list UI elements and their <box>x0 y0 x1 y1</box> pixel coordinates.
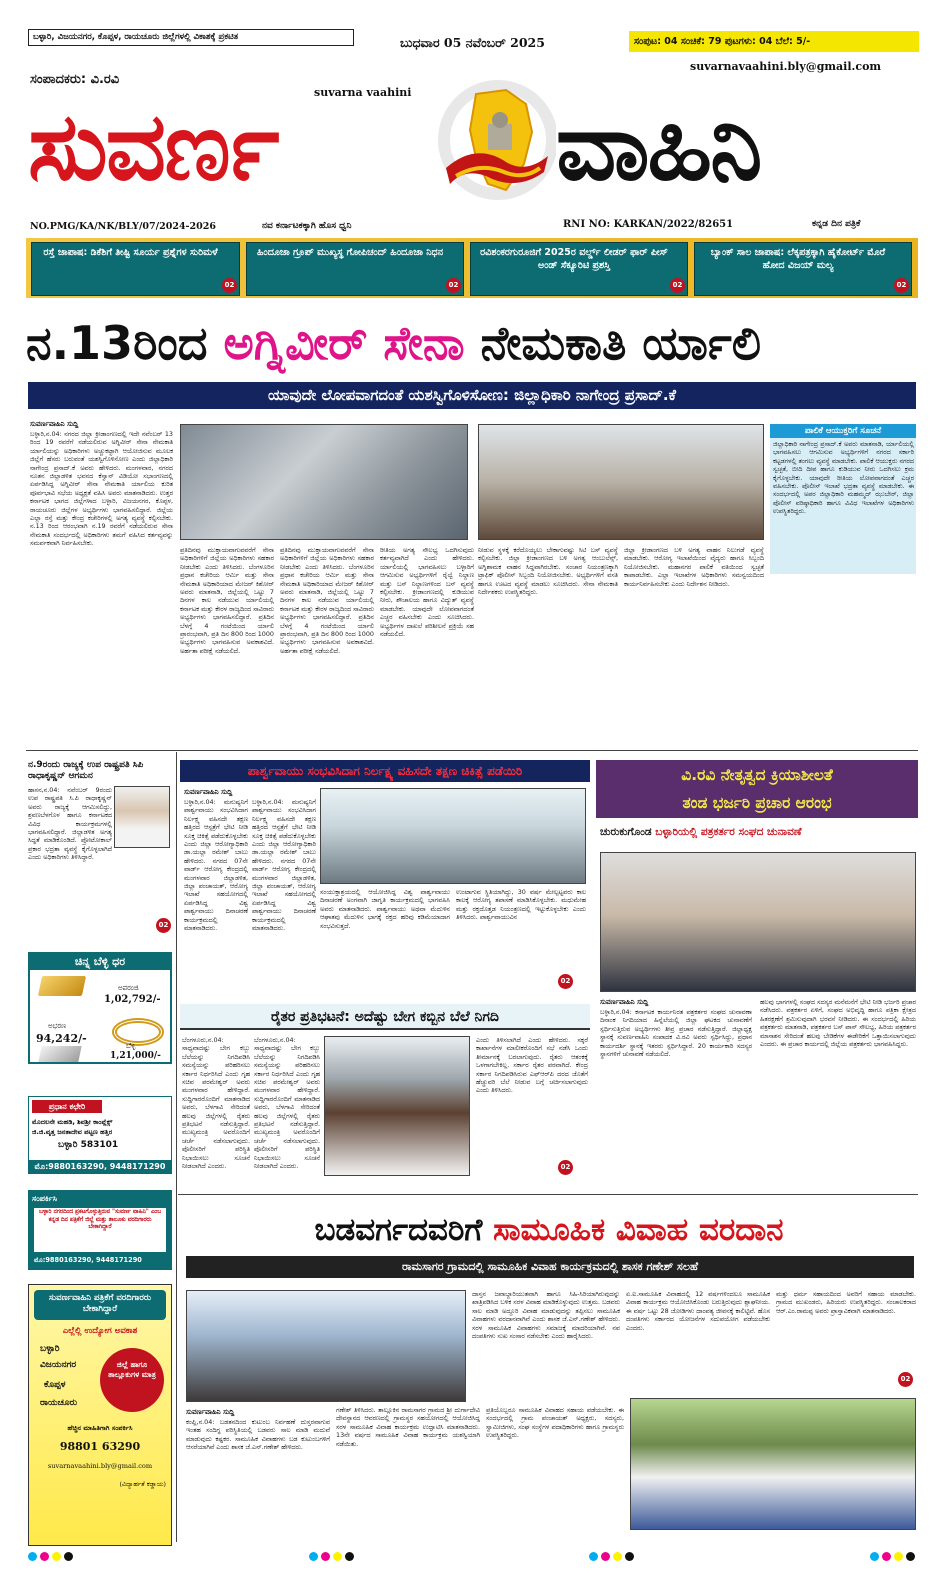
title-right: ವಾಹಿನಿ <box>556 93 761 202</box>
marriage-byline: ಸುವರ್ಣವಾಹಿನಿ ಸುದ್ದಿ <box>186 1408 235 1416</box>
office-title: ಪ್ರಧಾನ ಕಛೇರಿ <box>32 1100 102 1113</box>
page-ref-badge: 02 <box>558 1160 573 1175</box>
farmers-story-col-3: ಎಂದು ತಿಳಿಸಲಾಗಿದೆ ಎಂದು ಹೇಳಿದರು. ಸಕ್ಕರೆ ಕಾರ್ಖಾನೆಗಳ ಮಾಲೀಕರೊಂದಿಗೆ ಸಭೆ ನಡೆಸಿ ಒಂದು ತೀರ್ಮಾನಕ್ಕೆ ಬರಲಾಗುವುದು. ರೈತರು ಆತಂಕಕ್ಕೆ ಒಳಗಾಗಬೇಕಿಲ್ಲ. ಸರ್ಕಾರ ರೈತರ ಪರವಾಗಿದೆ. ಕೇಂದ್ರ ಸರ್ಕಾರ ನಿಗದಿಪಡಿಸಿರುವ ಎಫ್ಆರ್‌ಪಿ ದರದ ಜೊತೆಗೆ ಹೆಚ್ಚುವರಿ ಬೆಲೆ ನೀಡುವ ಬಗ್ಗೆ ಚರ್ಚಿಸಲಾಗುವುದು ಎಂದು ತಿಳಿಸಿದರು. <box>476 1036 588 1095</box>
office-address-1: ಮೊದಲನೇ ಮಹಡಿ, ಶಿವಶ್ರೀ ಕಾಂಪ್ಲೆಕ್ಸ್ <box>32 1118 113 1126</box>
marriage-col-5: ಗಣೇಶ್ ತಿಳಿಸಿದರು. ತಾಲ್ಲೂಕಿನ ರಾಮಸಾಗರ ಗ್ರಾಮದ ಶ್ರೀ ದುರ್ಗಾದೇವಿ ದೇವಸ್ಥಾನದ ಆವರಣದಲ್ಲಿ ಗ್ರಾಮಸ್ಥರ ಸಹಯೋಗದಲ್ಲಿ ಆಯೋಜಿಸಿದ್ದ ಸರಳ ಸಾಮೂಹಿಕ ವಿವಾಹ ಕಾರ್ಯಕ್ರಮ ಉದ್ಘಾಟಿಸಿ ಮಾತನಾಡಿದರು. 13ನೇ ವರ್ಷದ ಸಾಮೂಹಿಕ ವಿವಾಹ ಕಾರ್ಯಕ್ರಮ ಯಶಸ್ವಿಯಾಗಿ ನಡೆಯಿತು. <box>336 1406 480 1448</box>
page-ref-badge: 02 <box>898 1372 913 1387</box>
paper-type: ಕನ್ನಡ ದಿನ ಪತ್ರಿಕೆ <box>812 219 861 229</box>
reg-number: NO.PMG/KA/NK/BLY/07/2024-2026 <box>30 221 216 232</box>
lead-headline <box>26 308 918 378</box>
marriage-col-6: ಪ್ರತಿಯೊಬ್ಬರೂ ಸಾಮೂಹಿಕ ವಿವಾಹದ ಸಹಾಯ ಪಡೆಯಬೇಕು. ಈ ಸಂದರ್ಭದಲ್ಲಿ ಗ್ರಾಮ ಪಂಚಾಯತ್ ಅಧ್ಯಕ್ಷರು, ಸದಸ್ಯರು, ಸ್ವಾಮೀಜಿಗಳು, ಸಂಘ ಸಂಸ್ಥೆಗಳ ಪದಾಧಿಕಾರಿಗಳು ಹಾಗೂ ಗ್ರಾಮಸ್ಥರು ಉಪಸ್ಥಿತರಿದ್ದರು. <box>486 1406 624 1440</box>
district-label: ವಿಜಯನಗರ <box>40 1360 77 1370</box>
marriage-couples-photo <box>630 1398 916 1530</box>
teaser-item[interactable]: ರವಿಶಂಕರಗುರೂಜಿಗೆ 2025ರ ವರ್ಲ್ಡ್ ಲೀಡರ್ ಫಾರ್ ಪೀಸ್ ಅಂಡ್ ಸೆಕ್ಯೂರಿಟಿ ಪ್ರಶಸ್ತಿ 02 <box>470 242 688 296</box>
farmers-story-title: ರೈತರ ಪ್ರತಿಭಟನೆ: ಅದೆಷ್ಟು ಬೇಗ ಕಬ್ಬಿನ ಬೆಲೆ ನಿಗದಿ <box>180 1004 590 1030</box>
contact-phone[interactable]: ಮೊ:9880163290, 9448171290 <box>34 1256 142 1264</box>
gold-22k-price: 94,242/- <box>36 1032 87 1045</box>
gold-rate-title: ಚಿನ್ನ ಬೆಳ್ಳಿ ಧರ <box>30 954 170 970</box>
gold-22k-label: ಅಭರಣ <box>48 1022 67 1030</box>
marriage-col-2: ಏ.ಐ.ಸಾಮೂಹಿಕ ವಿವಾಹದಲ್ಲಿ 12 ವರ್ಷಗಳಿಂದಲೂ ಸಾಮೂಹಿಕ ವಿವಾಹ ಕಾರ್ಯಕ್ರಮ ಆಯೋಜಿಸಿಕೊಂಡು ಬರುತ್ತಿರುವುದು ಶ್ಲಾಘನೀಯ. ಈ ವರ್ಷ ಒಟ್ಟು 28 ಜೋಡಿಗಳು ದಾಂಪತ್ಯ ಜೀವನಕ್ಕೆ ಕಾಲಿಟ್ಟಿವೆ. ಹೊಸ ದಂಪತಿಗಳು ಸರ್ಕಾರದ ಯೋಜನೆಗಳ ಸದುಪಯೋಗ ಪಡೆಯಬೇಕು ಎಂದರು. <box>626 1290 770 1332</box>
title-left: ಸುವರ್ಣ <box>28 93 278 202</box>
marriage-stage-photo <box>186 1290 466 1402</box>
cmyk-swatch <box>309 1552 357 1564</box>
marriage-headline <box>180 1206 918 1254</box>
reporters-email[interactable]: suvarnavaahini.bly@gmail.com <box>47 1462 153 1470</box>
health-event-photo <box>320 788 586 884</box>
vp-story-title: ನ.9ರಂದು ರಾಜ್ಯಕ್ಕೆ ಉಪ ರಾಷ್ಟ್ರಪತಿ ಸಿಪಿ ರಾಧಾಕೃಷ್ಣನ್ ಆಗಮನ <box>28 760 144 781</box>
reporters-circle: ಜಿಲ್ಲೆ ಹಾಗೂ ತಾಲ್ಲೂಕುಗಳ ಮಾತ್ರ <box>100 1348 164 1412</box>
lead-col-2: ಪ್ರತಿದಿನವು ಮುಕ್ತಾಯವಾಗುವವರೆಗೆ ಸೇನಾ ಅಧಿಕಾರಿಗಳಿಗೆ ಜಿಲ್ಲೆಯ ಅಧಿಕಾರಿಗಳು ಸಹಕಾರ ನೀಡಬೇಕು ಎಂದು ತಿಳಿಸಿದರು. ಬೆಂಗಳೂರಿನ ಪ್ರಧಾನ ಕಚೇರಿಯ ಆರ್ಮಿ ಮತ್ತು ಸೇನಾ ನೇಮಕಾತಿ ಅಧಿಕಾರಿಯಾದ ಮೇಜರ್ ಕಿಶೋರ್ ಅವರು ಮಾತನಾಡಿ, ಜಿಲ್ಲೆಯಲ್ಲಿ ಒಟ್ಟು 7 ದಿನಗಳ ಕಾಲ ನಡೆಯುವ ರ್ಯಾಲಿಯಲ್ಲಿ ಕರ್ನಾಟಕ ಮತ್ತು ಕೇರಳ ರಾಜ್ಯದಿಂದ ಸಾವಿರಾರು ಅಭ್ಯರ್ಥಿಗಳು ಭಾಗವಹಿಸಲಿದ್ದಾರೆ. ಪ್ರತಿದಿನ ಬೆಳಗ್ಗೆ 4 ಗಂಟೆಯಿಂದ ರ್ಯಾಲಿ ಪ್ರಾರಂಭವಾಗಿ, ಪ್ರತಿ ದಿನ 800 ರಿಂದ 1000 ಅಭ್ಯರ್ಥಿಗಳು ಭಾಗವಹಿಸುವ ಅವಕಾಶವಿದೆ. ಅರ್ಹತಾ ಪರೀಕ್ಷೆ ನಡೆಯಲಿದೆ. <box>180 546 274 655</box>
marriage-subhead: ರಾಮಸಾಗರ ಗ್ರಾಮದಲ್ಲಿ ಸಾಮೂಹಿಕ ವಿವಾಹ ಕಾರ್ಯಕ್ರಮದಲ್ಲಿ ಶಾಸಕ ಗಣೇಶ್ ಸಲಹೆ <box>186 1256 914 1278</box>
office-address-2: ಜಿ.ಜಿ.ವೃತ್ತ ಜನತಾದೇವ ಪಟ್ಟಣ ಹತ್ತಿರ <box>32 1128 113 1136</box>
page-ref-badge: 02 <box>446 278 461 293</box>
lead-col-3: ಪ್ರತಿದಿನವು ಮುಕ್ತಾಯವಾಗುವವರೆಗೆ ಸೇನಾ ಅಧಿಕಾರಿಗಳಿಗೆ ಜಿಲ್ಲೆಯ ಅಧಿಕಾರಿಗಳು ಸಹಕಾರ ನೀಡಬೇಕು ಎಂದು ತಿಳಿಸಿದರು. ಬೆಂಗಳೂರಿನ ಪ್ರಧಾನ ಕಚೇರಿಯ ಆರ್ಮಿ ಮತ್ತು ಸೇನಾ ನೇಮಕಾತಿ ಅಧಿಕಾರಿಯಾದ ಮೇಜರ್ ಕಿಶೋರ್ ಅವರು ಮಾತನಾಡಿ, ಜಿಲ್ಲೆಯಲ್ಲಿ ಒಟ್ಟು 7 ದಿನಗಳ ಕಾಲ ನಡೆಯುವ ರ್ಯಾಲಿಯಲ್ಲಿ ಕರ್ನಾಟಕ ಮತ್ತು ಕೇರಳ ರಾಜ್ಯದಿಂದ ಸಾವಿರಾರು ಅಭ್ಯರ್ಥಿಗಳು ಭಾಗವಹಿಸಲಿದ್ದಾರೆ. ಪ್ರತಿದಿನ ಬೆಳಗ್ಗೆ 4 ಗಂಟೆಯಿಂದ ರ್ಯಾಲಿ ಪ್ರಾರಂಭವಾಗಿ, ಪ್ರತಿ ದಿನ 800 ರಿಂದ 1000 ಅಭ್ಯರ್ಥಿಗಳು ಭಾಗವಹಿಸುವ ಅವಕಾಶವಿದೆ. ಅರ್ಹತಾ ಪರೀಕ್ಷೆ ನಡೆಯಲಿದೆ. <box>280 546 374 655</box>
page-ref-badge: 02 <box>894 278 909 293</box>
reporters-contact-label: ಹೆಚ್ಚಿನ ಮಾಹಿತಿಗಾಗಿ ಸಂಪರ್ಕಿಸಿ <box>67 1424 133 1432</box>
lead-headline-highlight: ಅಗ್ನಿವೀರ್ ಸೇನಾ <box>223 316 465 370</box>
district-label: ಕೊಪ್ಪಳ <box>44 1380 66 1390</box>
stroke-story-col-3: ಸಂಯುಕ್ತಾಶ್ರಯದಲ್ಲಿ ಆಯೋಜಿಸಿದ್ದ ವಿಶ್ವ ಪಾರ್ಶ್ವವಾಯು ದಿನಾಚರಣೆ ಅಂಗವಾಗಿ ಜಾಗೃತಿ ಕಾರ್ಯಕ್ರಮದಲ್ಲಿ ಭಾಗವಹಿಸಿ ಅವರು ಮಾತನಾಡಿದರು. ಪಾರ್ಶ್ವವಾಯು ಅಥವಾ ಮೆದುಳಿನ ಆಘಾತವು ಮೆದುಳಿನ ಭಾಗಕ್ಕೆ ರಕ್ತದ ಹರಿವು ಕಡಿಮೆಯಾದಾಗ ಸಂಭವಿಸುತ್ತದೆ. <box>320 888 450 930</box>
karnataka-map-emblem <box>436 72 556 212</box>
contact-title: ಸಂಪರ್ಕಿಸಿ <box>32 1194 58 1203</box>
teaser-item[interactable]: ಹಿಂದೂಜಾ ಗ್ರೂಪ್ ಮುಖ್ಯಸ್ಥ ಗೋಪಿಚಂದ್ ಹಿಂದೂಜಾ ನಿಧನ 02 <box>246 242 464 296</box>
ravi-subhead-highlight: ಬಳ್ಳಾರಿಯಲ್ಲಿ ಪತ್ರಕರ್ತರ ಸಂಘದ ಚುನಾವಣೆ <box>655 826 802 838</box>
page-ref-badge: 02 <box>670 278 685 293</box>
farmers-story-col-1: ಬೆಂಗಳೂರು,ನ.04: ಸಾಧ್ಯವಾದಷ್ಟು ಬೇಗ ಕಬ್ಬು ಬೆಲೆಯನ್ನು ನಿಗದಿಪಡಿಸಿ ಸಮಸ್ಯೆಯನ್ನು ಪರಿಹರಿಸಲು ಸರ್ಕಾರ ನಿರ್ಧರಿಸಿದೆ ಎಂದು ಗೃಹ ಸಚಿವ ಪರಮೇಶ್ವರ್ ಅವರು ಮಂಗಳವಾರ ಹೇಳಿದ್ದಾರೆ. ಸುದ್ದಿಗಾರರೊಂದಿಗೆ ಮಾತನಾಡಿದ ಅವರು, ಬೆಳಗಾವಿ ಸೇರಿದಂತೆ ಹಲವು ಜಿಲ್ಲೆಗಳಲ್ಲಿ ರೈತರು ಪ್ರತಿಭಟನೆ ನಡೆಸುತ್ತಿದ್ದಾರೆ. ಮುಖ್ಯಮಂತ್ರಿ ಅವರೊಂದಿಗೆ ಚರ್ಚೆ ನಡೆಸಲಾಗುವುದು. ಪೊಲೀಸರಿಗೆ ಪರಿಸ್ಥಿತಿ ನಿಭಾಯಿಸಲು ಸೂಚನೆ ನೀಡಲಾಗಿದೆ ಎಂದರು. <box>182 1036 250 1171</box>
office-phone[interactable]: ಮೊ:9880163290, 9448171290 <box>28 1160 172 1174</box>
notice-text: ಜಿಲ್ಲಾಧಿಕಾರಿ ನಾಗೇಂದ್ರ ಪ್ರಸಾದ್.ಕೆ ಅವರು ಮಾತನಾಡಿ, ರ್ಯಾಲಿಯಲ್ಲಿ ಭಾಗವಹಿಸಲು ಆಗಮಿಸುವ ಅಭ್ಯರ್ಥಿಗಳಿಗೆ ನಗರದ ಸರ್ಕಾರಿ ಕಟ್ಟಡಗಳಲ್ಲಿ ತಂಗಲು ವ್ಯವಸ್ಥೆ ಮಾಡಬೇಕು. ಪಾಲಿಕೆ ಆಯುಕ್ತರು ನಗರದ ಸ್ವಚ್ಛತೆ, ಬೀದಿ ದೀಪ ಹಾಗೂ ಕುಡಿಯುವ ನೀರು ಒದಗಿಸಲು ಕ್ರಮ ಕೈಗೊಳ್ಳಬೇಕು. ಯಾವುದೇ ರೀತಿಯ ಲೋಪವಾಗದಂತೆ ಎಚ್ಚರ ವಹಿಸಬೇಕು. ಪೊಲೀಸ್ ಇಲಾಖೆ ಭದ್ರತಾ ವ್ಯವಸ್ಥೆ ಮಾಡಬೇಕು. ಈ ಸಂದರ್ಭದಲ್ಲಿ ಅಪರ ಜಿಲ್ಲಾಧಿಕಾರಿ ಮಹಮ್ಮದ್ ಝುಬೇರ್, ಜಿಲ್ಲಾ ಪೊಲೀಸ್ ವರಿಷ್ಠಾಧಿಕಾರಿ ಹಾಗೂ ವಿವಿಧ ಇಲಾಖೆಗಳ ಅಧಿಕಾರಿಗಳು ಉಪಸ್ಥಿತರಿದ್ದರು. <box>773 440 914 516</box>
cmyk-swatch <box>589 1552 637 1564</box>
stroke-story-title: ಪಾರ್ಶ್ವವಾಯು ಸಂಭವಿಸಿದಾಗ ನಿರ್ಲಕ್ಷ್ಯ ವಹಿಸದೇ ತಕ್ಷಣ ಚಿಕಿತ್ಸೆ ಪಡೆಯಿರಿ <box>180 760 590 782</box>
brand-latin: suvarna vaahini <box>314 86 412 99</box>
stroke-story-col-4: ಉಂಟಾಗುವ ಸ್ಥಿತಿಯಾಗಿದ್ದು, 30 ವರ್ಷ ಮೇಲ್ಪಟ್ಟವರು ಕಾಲ ಕಾಲಕ್ಕೆ ಆರೋಗ್ಯ ತಪಾಸಣೆ ಮಾಡಿಸಿಕೊಳ್ಳಬೇಕು. ಮಧುಮೇಹ ಮತ್ತು ರಕ್ತದೊತ್ತಡ ನಿಯಂತ್ರಣದಲ್ಲಿ ಇಟ್ಟುಕೊಳ್ಳಬೇಕು ಎಂದು ತಿಳಿಸಿದರು. ಪಾರ್ಶ್ವವಾಯುವಿನ <box>456 888 586 922</box>
officials-photo <box>478 424 764 540</box>
journalists-group-photo <box>600 852 916 992</box>
editor-line: ಸಂಪಾದಕರು: ವಿ.ರವಿ <box>30 72 120 87</box>
ravi-story-byline: ಸುವರ್ಣವಾಹಿನಿ ಸುದ್ದಿ <box>600 998 649 1006</box>
stroke-story-byline: ಸುವರ್ಣವಾಹಿನಿ ಸುದ್ದಿ <box>184 788 233 796</box>
farmers-story-col-2: ಬೆಂಗಳೂರು,ನ.04: ಸಾಧ್ಯವಾದಷ್ಟು ಬೇಗ ಕಬ್ಬು ಬೆಲೆಯನ್ನು ನಿಗದಿಪಡಿಸಿ ಸಮಸ್ಯೆಯನ್ನು ಪರಿಹರಿಸಲು ಸರ್ಕಾರ ನಿರ್ಧರಿಸಿದೆ ಎಂದು ಗೃಹ ಸಚಿವ ಪರಮೇಶ್ವರ್ ಅವರು ಮಂಗಳವಾರ ಹೇಳಿದ್ದಾರೆ. ಸುದ್ದಿಗಾರರೊಂದಿಗೆ ಮಾತನಾಡಿದ ಅವರು, ಬೆಳಗಾವಿ ಸೇರಿದಂತೆ ಹಲವು ಜಿಲ್ಲೆಗಳಲ್ಲಿ ರೈತರು ಪ್ರತಿಭಟನೆ ನಡೆಸುತ್ತಿದ್ದಾರೆ. ಮುಖ್ಯಮಂತ್ರಿ ಅವರೊಂದಿಗೆ ಚರ್ಚೆ ನಡೆಸಲಾಗುವುದು. ಪೊಲೀಸರಿಗೆ ಪರಿಸ್ಥಿತಿ ನಿಭಾಯಿಸಲು ಸೂಚನೆ ನೀಡಲಾಗಿದೆ ಎಂದರು. <box>254 1036 320 1171</box>
ravi-story-subhead <box>600 826 916 839</box>
reporters-ad-sub: ಎಲ್ಲೆಲ್ಲಿ ಉದ್ಯೋಗ ಅವಕಾಶ <box>62 1326 138 1336</box>
silver-label: ಬೆಳ್ಳಿ <box>126 1042 136 1050</box>
page-ref-badge: 02 <box>222 278 237 293</box>
reporters-ad-title: ಸುವರ್ಣವಾಹಿನಿ ಪತ್ರಿಕೆಗೆ ವರದಿಗಾರರು ಬೇಕಾಗಿದ್ದಾರೆ <box>34 1290 166 1320</box>
teaser-item[interactable]: ರಸ್ತೆ ಜಾಪಾಷ: ಡಿಕೆಶಿಗೆ ತೀಷ್ಟಿ ಸೂರ್ಯ ಪ್ರಶ್ನೆಗಳ ಸುರಿಮಳೆ 02 <box>31 242 240 296</box>
region-line: ಬಳ್ಳಾರಿ, ವಿಜಯನಗರ, ಕೊಪ್ಪಳ, ರಾಯಚೂರು ಜಿಲ್ಲೆಗಳಲ್ಲಿ ವಿಕಾಶಕ್ಕೆ ಪ್ರಕಟಿತ <box>28 29 354 46</box>
notice-title: ಪಾಲಿಕೆ ಆಯುಕ್ತರಿಗೆ ಸೂಚನೆ <box>770 424 916 438</box>
lead-col-4: ರೀತಿಯ ಅಗತ್ಯ ಸೌಲಭ್ಯ ಒದಗಿಸುವುದು ಕರ್ತವ್ಯವಾಗಿದೆ ಎಂದು ಹೇಳಿದರು. ರ್ಯಾಲಿಯಲ್ಲಿ ಭಾಗವಹಿಸಲು ಬಳ್ಳಾರಿಗೆ ಆಗಮಿಸುವ ಅಭ್ಯರ್ಥಿಗಳಿಗೆ ರೈಲ್ವೆ ನಿಲ್ದಾಣ ಮತ್ತು ಬಸ್ ನಿಲ್ದಾಣಗಳಿಂದ ಬಸ್ ವ್ಯವಸ್ಥೆ ಕಲ್ಪಿಸಬೇಕು. ಕ್ರೀಡಾಂಗಣದಲ್ಲಿ ಕುಡಿಯುವ ನೀರು, ಶೌಚಾಲಯ ಹಾಗೂ ವಿದ್ಯುತ್ ವ್ಯವಸ್ಥೆ ಮಾಡಬೇಕು. ಯಾವುದೇ ಲೋಪವಾಗದಂತೆ ಎಚ್ಚರ ವಹಿಸಬೇಕು ಎಂದು ಸೂಚಿಸಿದರು. ಅಭ್ಯರ್ಥಿಗಳ ದಾಖಲೆ ಪರಿಶೀಲನೆ ಪ್ರಕ್ರಿಯೆ ಸಹ ನಡೆಯಲಿದೆ. <box>380 546 474 639</box>
section-divider <box>178 1194 918 1195</box>
vp-portrait <box>114 786 170 848</box>
page-ref-badge: 02 <box>156 918 171 933</box>
lead-headline-part: ನ.13ರಿಂದ <box>26 316 208 370</box>
page-ref-badge: 02 <box>558 974 573 989</box>
lead-col-6: ಜಿಲ್ಲಾ ಕ್ರೀಡಾಂಗಣದ ಬಳಿ ಅಗತ್ಯ ವಾಹನ ನಿಲುಗಡೆ ವ್ಯವಸ್ಥೆ ಮಾಡಬೇಕು. ಆರೋಗ್ಯ ಇಲಾಖೆಯಿಂದ ವೈದ್ಯರು ಹಾಗೂ ಸಿಬ್ಬಂದಿ ನಿಯೋಜಿಸಬೇಕು. ಮಹಾನಗರ ಪಾಲಿಕೆ ವತಿಯಿಂದ ಸ್ವಚ್ಛತೆ ಕಾಪಾಡಬೇಕು. ಎಲ್ಲಾ ಇಲಾಖೆಗಳ ಅಧಿಕಾರಿಗಳು ಸಮನ್ವಯದಿಂದ ಕಾರ್ಯನಿರ್ವಹಿಸಬೇಕು ಎಂದು ನಿರ್ದೇಶನ ನೀಡಿದರು. <box>624 546 764 588</box>
district-label: ರಾಯಚೂರು <box>40 1398 78 1408</box>
silver-bar-icon <box>38 1046 81 1062</box>
stroke-story-col-2: ಬಳ್ಳಾರಿ,ನ.04: ಮನುಷ್ಯನಿಗೆ ಪಾರ್ಶ್ವವಾಯು ಸಂಭವಿಸಿದಾಗ ನಿರ್ಲಕ್ಷ್ಯ ವಹಿಸದೇ ತಕ್ಷಣ ಹತ್ತಿರದ ಆಸ್ಪತ್ರೆಗೆ ಭೇಟಿ ನೀಡಿ ಸೂಕ್ತ ಚಿಕಿತ್ಸೆ ಪಡೆದುಕೊಳ್ಳಬೇಕು ಎಂದು ಜಿಲ್ಲಾ ಆರೋಗ್ಯಾಧಿಕಾರಿ ಡಾ.ಯಲ್ಲಾ ರಮೇಶ್ ಬಾಬು ಹೇಳಿದರು. ನಗರದ 07ನೇ ವಾರ್ಡ್ ಆರೋಗ್ಯ ಕೇಂದ್ರದಲ್ಲಿ ಮಂಗಳವಾರ ಜಿಲ್ಲಾಡಳಿತ, ಜಿಲ್ಲಾ ಪಂಚಾಯತ್, ಆರೋಗ್ಯ ಇಲಾಖೆ ಸಹಯೋಗದಲ್ಲಿ ಏರ್ಪಡಿಸಿದ್ದ ವಿಶ್ವ ಪಾರ್ಶ್ವವಾಯು ದಿನಾಚರಣೆ ಕಾರ್ಯಕ್ರಮದಲ್ಲಿ ಮಾತನಾಡಿದರು. <box>252 798 316 933</box>
lead-col-5: ನೀಡುವ ಸ್ಥಳಕ್ಕೆ ಕರೆದೊಯ್ಯಲು ಬೇಕಾಗುವಷ್ಟು ಸಿಟಿ ಬಸ್ ವ್ಯವಸ್ಥೆ ಕಲ್ಪಿಸಬೇಕು. ಜಿಲ್ಲಾ ಕ್ರೀಡಾಂಗಣದ ಬಳಿ ಅಗತ್ಯ ಆಂಬುಲೆನ್ಸ್, ಅಗ್ನಿಶಾಮಕ ವಾಹನ ಸಿದ್ಧವಾಗಿರಬೇಕು. ಸಂಚಾರ ನಿಯಂತ್ರಣಕ್ಕಾಗಿ ಟ್ರಾಫಿಕ್ ಪೊಲೀಸ್ ಸಿಬ್ಬಂದಿ ನಿಯೋಜಿಸಬೇಕು. ಅಭ್ಯರ್ಥಿಗಳಿಗೆ ವಸತಿ ಹಾಗೂ ಊಟದ ವ್ಯವಸ್ಥೆ ಮಾಡಲು ಸೂಚಿಸಿದರು. ಸೇನಾ ನೇಮಕಾತಿ ನಿರ್ದೇಶಕರು ಉಪಸ್ಥಿತರಿದ್ದರು. <box>478 546 618 597</box>
issue-info: ಸಂಪುಟ: 04 ಸಂಚಿಕೆ: 79 ಪುಟಗಳು: 04 ಬೆಲೆ: 5/- <box>629 31 919 52</box>
rni-number: RNI NO: KARKAN/2022/82651 <box>563 219 734 230</box>
meeting-photo <box>180 424 468 540</box>
teaser-item[interactable]: ಬ್ಯಾಂಕ್ ಸಾಲ ಜಾಪಾಷ: ಲೆಕ್ಕಪತ್ರಕ್ಕಾಗಿ ಹೈಕೋರ್ಟ್ ಮೊರೆ ಹೋದ ವಿಜಯ್ ಮಲ್ಯ 02 <box>694 242 912 296</box>
gold-24k-label: ಅಪರಂಜಿ <box>118 984 139 992</box>
stroke-story-col-1: ಬಳ್ಳಾರಿ,ನ.04: ಮನುಷ್ಯನಿಗೆ ಪಾರ್ಶ್ವವಾಯು ಸಂಭವಿಸಿದಾಗ ನಿರ್ಲಕ್ಷ್ಯ ವಹಿಸದೇ ತಕ್ಷಣ ಹತ್ತಿರದ ಆಸ್ಪತ್ರೆಗೆ ಭೇಟಿ ನೀಡಿ ಸೂಕ್ತ ಚಿಕಿತ್ಸೆ ಪಡೆದುಕೊಳ್ಳಬೇಕು ಎಂದು ಜಿಲ್ಲಾ ಆರೋಗ್ಯಾಧಿಕಾರಿ ಡಾ.ಯಲ್ಲಾ ರಮೇಶ್ ಬಾಬು ಹೇಳಿದರು. ನಗರದ 07ನೇ ವಾರ್ಡ್ ಆರೋಗ್ಯ ಕೇಂದ್ರದಲ್ಲಿ ಮಂಗಳವಾರ ಜಿಲ್ಲಾಡಳಿತ, ಜಿಲ್ಲಾ ಪಂಚಾಯತ್, ಆರೋಗ್ಯ ಇಲಾಖೆ ಸಹಯೋಗದಲ್ಲಿ ಏರ್ಪಡಿಸಿದ್ದ ವಿಶ್ವ ಪಾರ್ಶ್ವವಾಯು ದಿನಾಚರಣೆ ಕಾರ್ಯಕ್ರಮದಲ್ಲಿ ಮಾತನಾಡಿದರು. <box>184 798 248 933</box>
marriage-headline-highlight: ಸಾಮೂಹಿಕ ವಿವಾಹ ವರದಾನ <box>493 1212 784 1248</box>
tagline: ನವ ಕರ್ನಾಟಕಕ್ಕಾಗಿ ಹೊಸ ಧ್ವನಿ <box>262 221 352 231</box>
reporters-phone[interactable]: 98801 63290 <box>59 1440 141 1453</box>
marriage-col-1: ದಾಸ್ತನ ಜವಾಬ್ದಾರಿಯುತವಾಗಿ ಹಾಗೂ ಸಿಹಿ-ಸಿರಿಯಾಗಿರುವುದನ್ನು ಖಾತ್ರಿಪಡಿಸಿದ ಬಳಿಕ ಸರಳ ವಿವಾಹ ಮಾಡಿಕೊಳ್ಳುವುದು ಉತ್ತಮ. ಬಡವರು ಸಾಲ ಮಾಡಿ ಅದ್ದೂರಿ ವಿವಾಹ ಮಾಡುವುದನ್ನು ತಪ್ಪಿಸಲು ಸಾಮೂಹಿಕ ವಿವಾಹಗಳು ವರದಾನವಾಗಿವೆ ಎಂದು ಶಾಸಕ ಜೆ.ಎನ್.ಗಣೇಶ್ ಹೇಳಿದರು. ಸರಳ ಸಾಮೂಹಿಕ ವಿವಾಹಗಳು ಸಮಾಜಕ್ಕೆ ಮಾದರಿಯಾಗಿವೆ. ನವ ದಂಪತಿಗಳು ಸುಖ ಸಂಸಾರ ನಡೆಸಬೇಕು ಎಂದು ಹಾರೈಸಿದರು. <box>472 1290 620 1341</box>
silver-price: 1,21,000/- <box>110 1051 161 1061</box>
minister-portrait <box>324 1036 470 1176</box>
marriage-headline-part: ಬಡವರ್ಗದವರಿಗೆ <box>314 1212 483 1248</box>
section-divider <box>26 750 918 751</box>
gold-chain-icon <box>112 1018 164 1046</box>
vp-story-text: ಹಾಸನ,ನ.04: ನವೆಂಬರ್ 9ರಂದು ಉಪ ರಾಷ್ಟ್ರಪತಿ ಸಿ.ಪಿ ರಾಧಾಕೃಷ್ಣನ್ ಅವರು ರಾಜ್ಯಕ್ಕೆ ಆಗಮಿಸಲಿದ್ದು, ಶ್ರವಣಬೆಳಗೊಳ ಹಾಗೂ ಕರ್ನಾಟಕದ ವಿವಿಧ ಕಾರ್ಯಕ್ರಮಗಳಲ್ಲಿ ಭಾಗವಹಿಸಲಿದ್ದಾರೆ. ಜಿಲ್ಲಾಡಳಿತ ಅಗತ್ಯ ಸಿದ್ಧತೆ ಮಾಡಿಕೊಂಡಿದೆ. ಪ್ರೋಟೋಕಾಲ್ ಪ್ರಕಾರ ಭದ್ರತಾ ವ್ಯವಸ್ಥೆ ಕೈಗೊಳ್ಳಲಾಗಿದೆ ಎಂದು ಅಧಿಕಾರಿಗಳು ತಿಳಿಸಿದ್ದಾರೆ. <box>28 786 112 862</box>
ravi-subhead-part: ಚುರುಕುಗೊಂಡ <box>600 826 652 838</box>
ravi-story-col-1: ಬಳ್ಳಾರಿ,ನ.04: ಕರ್ನಾಟಕ ಕಾರ್ಯನಿರತ ಪತ್ರಕರ್ತರ ಸಂಘದ ಚುನಾವಣಾ ದಿನಾಂಕ ನಿಗದಿಯಾದ ಹಿನ್ನೆಲೆಯಲ್ಲಿ ಜಿಲ್ಲಾ ಘಟಕದ ಚುನಾವಣೆಗೆ ಸ್ಪರ್ಧಿಸುತ್ತಿರುವ ಅಭ್ಯರ್ಥಿಗಳು ತೀವ್ರ ಪ್ರಚಾರ ನಡೆಸುತ್ತಿದ್ದಾರೆ. ಜಿಲ್ಲಾಧ್ಯಕ್ಷ ಸ್ಥಾನಕ್ಕೆ ಸುವರ್ಣವಾಹಿನಿ ಸಂಪಾದಕ ವಿ.ರವಿ ಅವರು ಸ್ಪರ್ಧಿಸಿದ್ದು, ಪ್ರಧಾನ ಕಾರ್ಯದರ್ಶಿ ಸ್ಥಾನಕ್ಕೆ ಇತರರು ಸ್ಪರ್ಧಿಸಿದ್ದಾರೆ. 20 ಕಾರ್ಯಕಾರಿ ಸದಸ್ಯರ ಸ್ಥಾನಗಳಿಗೆ ಚುನಾವಣೆ ನಡೆಯಲಿದೆ. <box>600 1008 752 1059</box>
reporters-footnote: (ವಿದ್ಯಾರ್ಹತೆ ಕಡ್ಡಾಯ) <box>119 1480 166 1488</box>
ravi-story-title-2: ತಂಡ ಭರ್ಜರಿ ಪ್ರಚಾರ ಆರಂಭ <box>682 794 832 812</box>
gold-bar-icon <box>38 976 86 996</box>
district-label: ಬಳ್ಳಾರಿ <box>40 1344 60 1354</box>
office-address-3: ಬಳ್ಳಾರಿ 583101 <box>58 1140 119 1150</box>
ravi-story-col-2: ಹಲವು ಭಾಗಗಳಲ್ಲಿ ಸಂಘದ ಸದಸ್ಯರ ಮನೆಮನೆಗೆ ಭೇಟಿ ನೀಡಿ ಭರ್ಜರಿ ಪ್ರಚಾರ ನಡೆಸಿದರು. ಪತ್ರಕರ್ತರ ಏಳಿಗೆ, ಸಂಘದ ಅಭಿವೃದ್ಧಿ ಹಾಗೂ ಪತ್ರಿಕಾ ಕ್ಷೇತ್ರದ ಹಿತರಕ್ಷಣೆಗೆ ಶ್ರಮಿಸುವುದಾಗಿ ಭರವಸೆ ನೀಡಿದರು. ಈ ಸಂದರ್ಭದಲ್ಲಿ ಹಿರಿಯ ಪತ್ರಕರ್ತರು ಮಾತನಾಡಿ, ಪತ್ರಕರ್ತರ ಬಸ್ ಪಾಸ್ ಸೌಲಭ್ಯ, ಹಿರಿಯ ಪತ್ರಕರ್ತರ ಮಾಸಾಶನ ಸೇರಿದಂತೆ ಹಲವು ಬೇಡಿಕೆಗಳ ಈಡೇರಿಕೆಗೆ ಒತ್ತಾಯಿಸಲಾಗುವುದು ಎಂದರು. ಈ ಪ್ರಚಾರ ಕಾರ್ಯದಲ್ಲಿ ಜಿಲ್ಲೆಯ ಪತ್ರಕರ್ತರು ಭಾಗವಹಿಸಿದ್ದರು. <box>760 998 916 1049</box>
contact-text: ಬಳ್ಳಾರಿ ನಗರದಿಂದ ಪ್ರಕಟಗೊಳ್ಳುತ್ತಿರುವ "ಸುವರ್ಣ ವಾಹಿನಿ" ಎಂಬ ಕನ್ನಡ ದಿನ ಪತ್ರಿಕೆಗೆ ಜಿಲ್ಲೆ ಮತ್ತು ತಾಲೂಕು ವರದಿಗಾರರು ಬೇಕಾಗಿದ್ದಾರೆ <box>34 1208 166 1252</box>
print-registration-marks <box>28 1552 918 1564</box>
lead-col-1: ಬಳ್ಳಾರಿ,ನ.04: ನಗರದ ಜಿಲ್ಲಾ ಕ್ರೀಡಾಂಗಣದಲ್ಲಿ ಇದೇ ನವೆಂಬರ್ 13 ರಿಂದ 19 ರವರೆಗೆ ನಡೆಯಲಿರುವ ಅಗ್ನಿವೀರ್ ಸೇನಾ ನೇಮಕಾತಿ ರ್ಯಾಲಿಯನ್ನು ಅಧಿಕಾರಿಗಳು ಅಚ್ಚುಕಟ್ಟಾಗಿ ಆಯೋಜಿಸುವ ಮೂಲಕ ಜಿಲ್ಲೆಗೆ ಹೆಸರು ಬರುವಂತೆ ಯಶಸ್ವಿಗೊಳಿಸೋಣ ಎಂದು ಜಿಲ್ಲಾಧಿಕಾರಿ ನಾಗೇಂದ್ರ ಪ್ರಸಾದ್.ಕೆ ಅವರು ಹೇಳಿದರು. ಮಂಗಳವಾರ, ನಗರದ ನೂತನ ಜಿಲ್ಲಾಡಳಿತ ಭವನದ ಕೆಸ್ವಾನ್ ವಿಡಿಯೋ ಸಭಾಂಗಣದಲ್ಲಿ ಏರ್ಪಡಿಸಿದ್ದ ಅಗ್ನಿವೀರ್ ಸೇನಾ ನೇಮಕಾತಿ ರ್ಯಾಲಿಯ ಕುರಿತ ಪೂರ್ವಭಾವಿ ಸಭೆಯ ಅಧ್ಯಕ್ಷತೆ ವಹಿಸಿ ಅವರು ಮಾತನಾಡಿದರು. ಉತ್ತರ ಕರ್ನಾಟಕ ಭಾಗದ ಜಿಲ್ಲೆಗಳಾದ ಬಳ್ಳಾರಿ, ವಿಜಯನಗರ, ಕೊಪ್ಪಳ, ರಾಯಚೂರು ಜಿಲ್ಲೆಗಳ ಅಭ್ಯರ್ಥಿಗಳು ಭಾಗವಹಿಸಲಿದ್ದಾರೆ. ಜಿಲ್ಲೆಯ ಎಲ್ಲಾ ರಸ್ತೆ ಮತ್ತು ಕೇಂದ್ರ ಕಚೇರಿಗಳಲ್ಲಿ ಅಗತ್ಯ ವ್ಯವಸ್ಥೆ ಕಲ್ಪಿಸಬೇಕು. ನ.13 ರಿಂದ ಆರಂಭವಾಗಿ ನ.19 ರವರೆಗೆ ನಡೆಯಲಿರುವ ಸೇನಾ ನೇಮಕಾತಿ ಸಂದರ್ಭದಲ್ಲಿ ಅಧಿಕಾರಿಗಳು ತಮಗೆ ವಹಿಸಿದ ಕರ್ತವ್ಯವನ್ನು ಸಮರ್ಪಕವಾಗಿ ನಿರ್ವಹಿಸಬೇಕು. <box>30 430 173 548</box>
masthead-emblem <box>436 72 556 212</box>
column-divider <box>176 752 177 1542</box>
contact-email: suvarnavaahini.bly@gmail.com <box>690 60 882 73</box>
lead-byline: ಸುವರ್ಣವಾಹಿನಿ ಸುದ್ದಿ <box>30 420 79 428</box>
ravi-story-title-1: ವಿ.ರವಿ ನೇತೃತ್ವದ ಕ್ರಿಯಾಶೀಲತೆ <box>681 766 833 784</box>
cmyk-swatch <box>28 1552 76 1564</box>
issue-date: ಬುಧವಾರ 05 ನವೆಂಬರ್ 2025 <box>400 35 545 50</box>
gold-24k-price: 1,02,792/- <box>104 994 161 1005</box>
lead-headline-part: ನೇಮಕಾತಿ ರ್ಯಾಲಿ <box>480 316 762 370</box>
cmyk-swatch <box>870 1552 918 1564</box>
marriage-col-4: ಕಂಪ್ಲಿ,ನ.04: ಬಡತನದಿಂದ ಕುಟುಂಬ ನಿರ್ವಹಣೆ ದುಸ್ತರವಾಗುವ ಇಂತಹ ಸಂದಿಗ್ಧ ಪರಿಸ್ಥಿತಿಯಲ್ಲಿ ಬಡವರು ಸಾಲ ಮಾಡಿ ಮದುವೆ ಮಾಡುವುದು ಕಷ್ಟಕರ. ಸಾಮೂಹಿಕ ವಿವಾಹಗಳು ಬಡ ಕುಟುಂಬಗಳಿಗೆ ಆಸರೆಯಾಗಿವೆ ಎಂದು ಶಾಸಕ ಜೆ.ಎನ್.ಗಣೇಶ್ ಹೇಳಿದರು. <box>186 1418 330 1452</box>
marriage-col-3: ಮತ್ತು ಧರ್ಮ ಸಹಾಯದಿಂದ ಅವರಿಗೆ ಸಹಾಯ ಮಾಡಬೇಕು. ಗ್ರಾಮದ ಮುಖಂಡರು, ಹಿರಿಯರು ಉಪಸ್ಥಿತರಿದ್ದರು. ಸಂಚಾಲಕರಾದ ಆರ್.ಎಂ.ರಾಮಪ್ಪ ಅವರು ಪ್ರಾಸ್ತಾವಿಕವಾಗಿ ಮಾತನಾಡಿದರು. <box>776 1290 916 1315</box>
reporters-ad <box>28 1284 172 1546</box>
lead-subhead: ಯಾವುದೇ ಲೋಪವಾಗದಂತೆ ಯಶಸ್ವಿಗೊಳಿಸೋಣ: ಜಿಲ್ಲಾಧಿಕಾರಿ ನಾಗೇಂದ್ರ ಪ್ರಸಾದ್.ಕೆ <box>28 382 916 409</box>
